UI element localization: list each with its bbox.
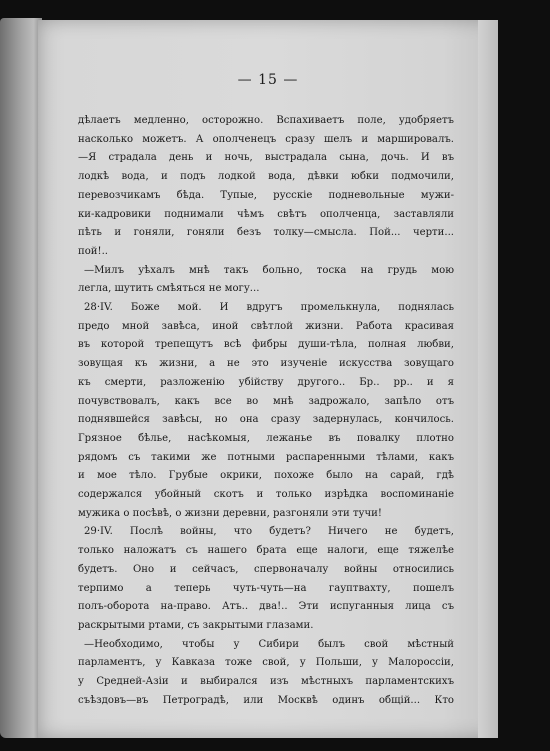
text-line: мужика о посѣвѣ, о жизни деревни, разгоняли эти тучи! (78, 507, 382, 519)
text-line: Грязное бѣлье, насѣкомыя, лежанье въ повалку плотно (78, 432, 454, 444)
text-line: предо мной завѣса, иной свѣтлой жизни. Работа красивая (78, 320, 454, 332)
text-line: —Необходимо, чтобы у Сибири былъ свой мѣстный (84, 638, 454, 650)
text-line: перевозчикамъ бѣда. Тупые, русскіе подневольные мужи- (78, 189, 454, 201)
text-line: —Я страдала день и ночь, выстрадала сына, дочь. И въ (78, 152, 454, 164)
page-sheet (38, 20, 498, 738)
text-line: съѣздовъ—въ Петроградѣ, или Москвѣ одинъ общій... Кто (78, 694, 454, 706)
body-text (78, 112, 454, 711)
text-line: рядомъ съ такими же потными распаренными тѣлами, какъ (78, 451, 454, 463)
text-line: къ смерти, разложенію убійству другого.. Бр.. рр.. и я (78, 376, 454, 388)
text-line: пѣть и гоняли, гоняли безъ толку—смысла. Пой... черти... (78, 227, 454, 239)
text-line: и мое тѣло. Грубые окрики, похоже было на сарай, гдѣ (78, 470, 454, 482)
text-line: пой!.. (78, 245, 109, 257)
text-line: ки-кадровики поднимали чѣмъ свѣтъ ополченца, заставляли (78, 208, 454, 220)
text-line: —Милъ уѣхалъ мнѣ такъ больно, тоска на грудь мою (84, 264, 454, 276)
text-line: почувствовалъ, какъ все во мнѣ задрожало, запѣло отъ (78, 395, 454, 407)
text-line: только наложатъ съ нашего брата еще налоги, еще тяжелѣе (78, 545, 454, 557)
text-line: терпимо а теперь чуть-чуть—на гауптвахту, пошелъ (78, 582, 454, 594)
text-line: поднявшейся завѣсы, но она сразу задернулась, кончилось. (78, 414, 454, 426)
text-line: 29·IV. Послѣ войны, что будетъ? Ничего не будетъ, (84, 526, 454, 538)
page-number: — 15 — (237, 72, 299, 88)
text-line: 28·IV. Боже мой. И вдругъ промелькнула, поднялась (84, 302, 454, 314)
page-right-edge (478, 20, 498, 738)
text-line: будетъ. Оно и сейчасъ, спервоначалу войны относились (78, 563, 454, 575)
text-line: въ которой трепещутъ всѣ фибры души-тѣла, полная любви, (78, 339, 454, 351)
text-line: раскрытыми ртами, съ закрытыми глазами. (78, 619, 314, 631)
text-line: дѣлаетъ медленно, осторожно. Вспахиваетъ поле, удобряетъ (78, 115, 454, 126)
text-line: содержался убойный скотъ и только изрѣдка воспоминаніе (78, 489, 454, 501)
text-line: лодкѣ вода, и подъ лодкой вода, дѣвки юбки подмочили, (78, 171, 454, 183)
text-line: у Средней-Азіи и выбирался изъ мѣстныхъ парламентскихъ (78, 676, 454, 688)
text-line: парламентъ, у Кавказа тоже свой, у Польши, у Малороссіи, (78, 657, 454, 669)
book-spine-edge (0, 18, 42, 738)
text-line: полъ-оборота на-право. Атъ.. два!.. Эти испуганныя лица съ (78, 601, 454, 613)
text-line: зовущая къ жизни, а не это изученіе искусства зовущаго (78, 358, 454, 370)
text-line: легла, шутить смѣяться не могу... (78, 283, 260, 295)
text-line: насколько можетъ. А ополченецъ сразу шелъ и маршировалъ. (78, 133, 454, 145)
